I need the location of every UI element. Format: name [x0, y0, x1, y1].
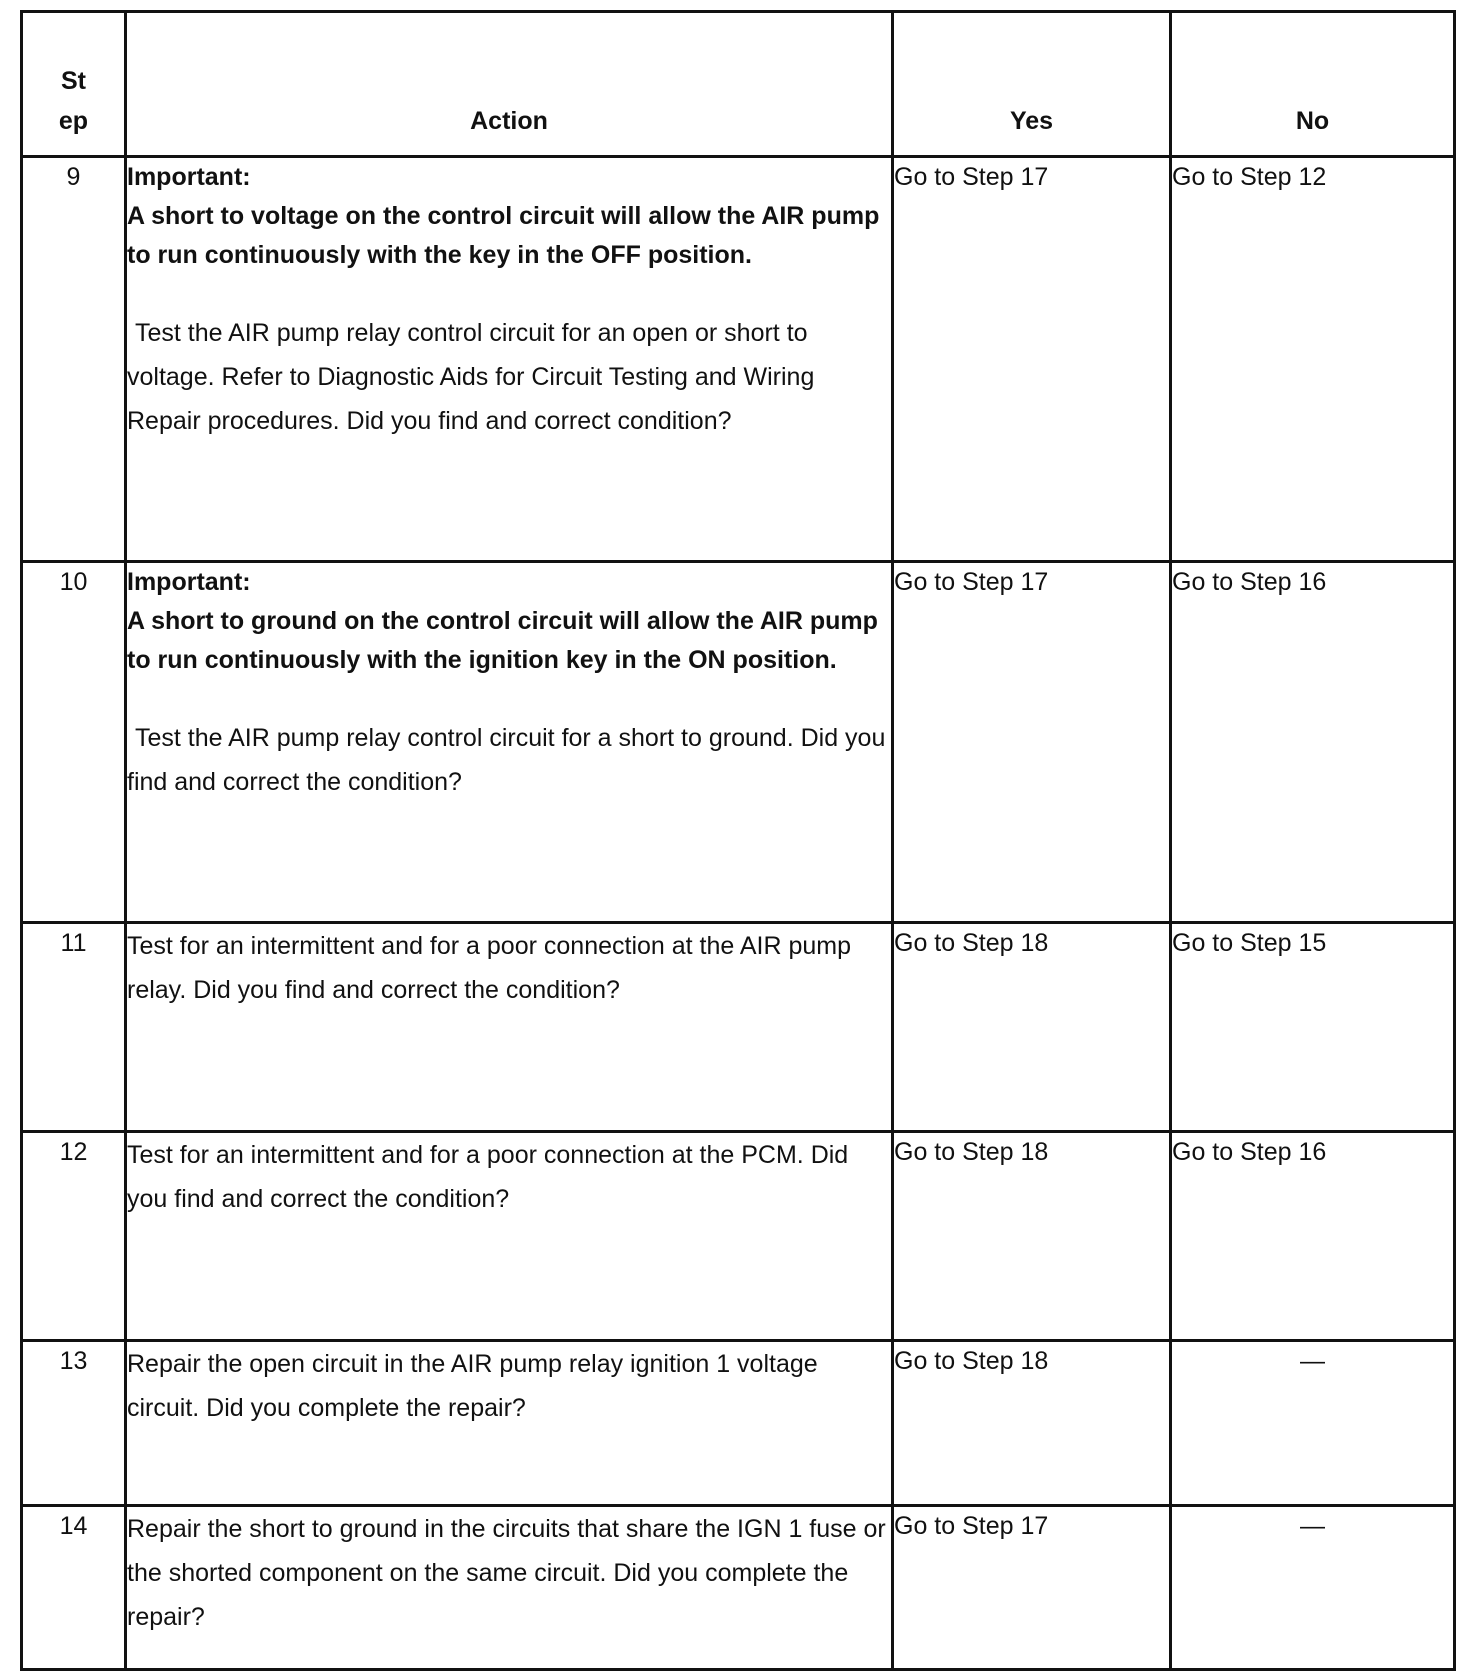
table-header-row — [22, 12, 1455, 157]
no-cell: Go to Step 12 — [1171, 157, 1455, 562]
table-row — [22, 562, 1455, 923]
no-cell: Go to Step 16 — [1171, 1132, 1455, 1341]
important-text: A short to voltage on the control circuit will allow the AIR pump to run continuously with the key in the OFF position. — [127, 202, 880, 269]
yes-cell: Go to Step 17 — [893, 1506, 1171, 1670]
step-number: 11 — [22, 923, 126, 1132]
action-text: Test for an intermittent and for a poor connection at the PCM. Did you find and correct the condition? — [127, 1141, 849, 1213]
step-number: 9 — [22, 157, 126, 562]
yes-cell: Go to Step 18 — [893, 1341, 1171, 1506]
action-cell — [126, 923, 893, 1132]
action-text: Test for an intermittent and for a poor connection at the AIR pump relay. Did you find and correct the condition? — [127, 932, 852, 1004]
yes-cell: Go to Step 18 — [893, 923, 1171, 1132]
header-no: No — [1171, 12, 1455, 157]
action-cell — [126, 1341, 893, 1506]
action-cell — [126, 157, 893, 562]
diagnostic-table — [20, 10, 1456, 1671]
header-step-line2: ep — [58, 107, 89, 135]
table-row — [22, 923, 1455, 1132]
action-cell — [126, 1132, 893, 1341]
action-cell — [126, 1506, 893, 1670]
no-cell: — — [1171, 1506, 1455, 1670]
step-number: 12 — [22, 1132, 126, 1341]
no-cell: Go to Step 16 — [1171, 562, 1455, 923]
header-step-line1: St — [61, 67, 86, 95]
action-text: Repair the open circuit in the AIR pump relay ignition 1 voltage circuit. Did you complete the repair? — [127, 1350, 818, 1422]
table-row — [22, 1506, 1455, 1670]
important-label: Important: — [127, 568, 251, 596]
action-cell — [126, 562, 893, 923]
step-number: 14 — [22, 1506, 126, 1670]
table-row — [22, 157, 1455, 562]
action-text: Test the AIR pump relay control circuit for an open or short to voltage. Refer to Diagnostic Aids for Circuit Testing and Wiring Repair procedures. Did you find and correct condition? — [127, 319, 815, 435]
no-cell: — — [1171, 1341, 1455, 1506]
step-number: 10 — [22, 562, 126, 923]
yes-cell: Go to Step 17 — [893, 157, 1171, 562]
yes-cell: Go to Step 17 — [893, 562, 1171, 923]
no-cell: Go to Step 15 — [1171, 923, 1455, 1132]
header-step — [22, 12, 126, 157]
action-text: Test the AIR pump relay control circuit for a short to ground. Did you find and correct the condition? — [127, 724, 886, 796]
yes-cell: Go to Step 18 — [893, 1132, 1171, 1341]
action-text: Repair the short to ground in the circuits that share the IGN 1 fuse or the shorted component on the same circuit. Did you complete the repair? — [127, 1515, 886, 1631]
important-label: Important: — [127, 163, 251, 191]
table-row — [22, 1341, 1455, 1506]
important-text: A short to ground on the control circuit will allow the AIR pump to run continuously with the ignition key in the ON position. — [127, 607, 878, 674]
step-number: 13 — [22, 1341, 126, 1506]
table-row — [22, 1132, 1455, 1341]
header-yes: Yes — [893, 12, 1171, 157]
header-action: Action — [126, 12, 893, 157]
